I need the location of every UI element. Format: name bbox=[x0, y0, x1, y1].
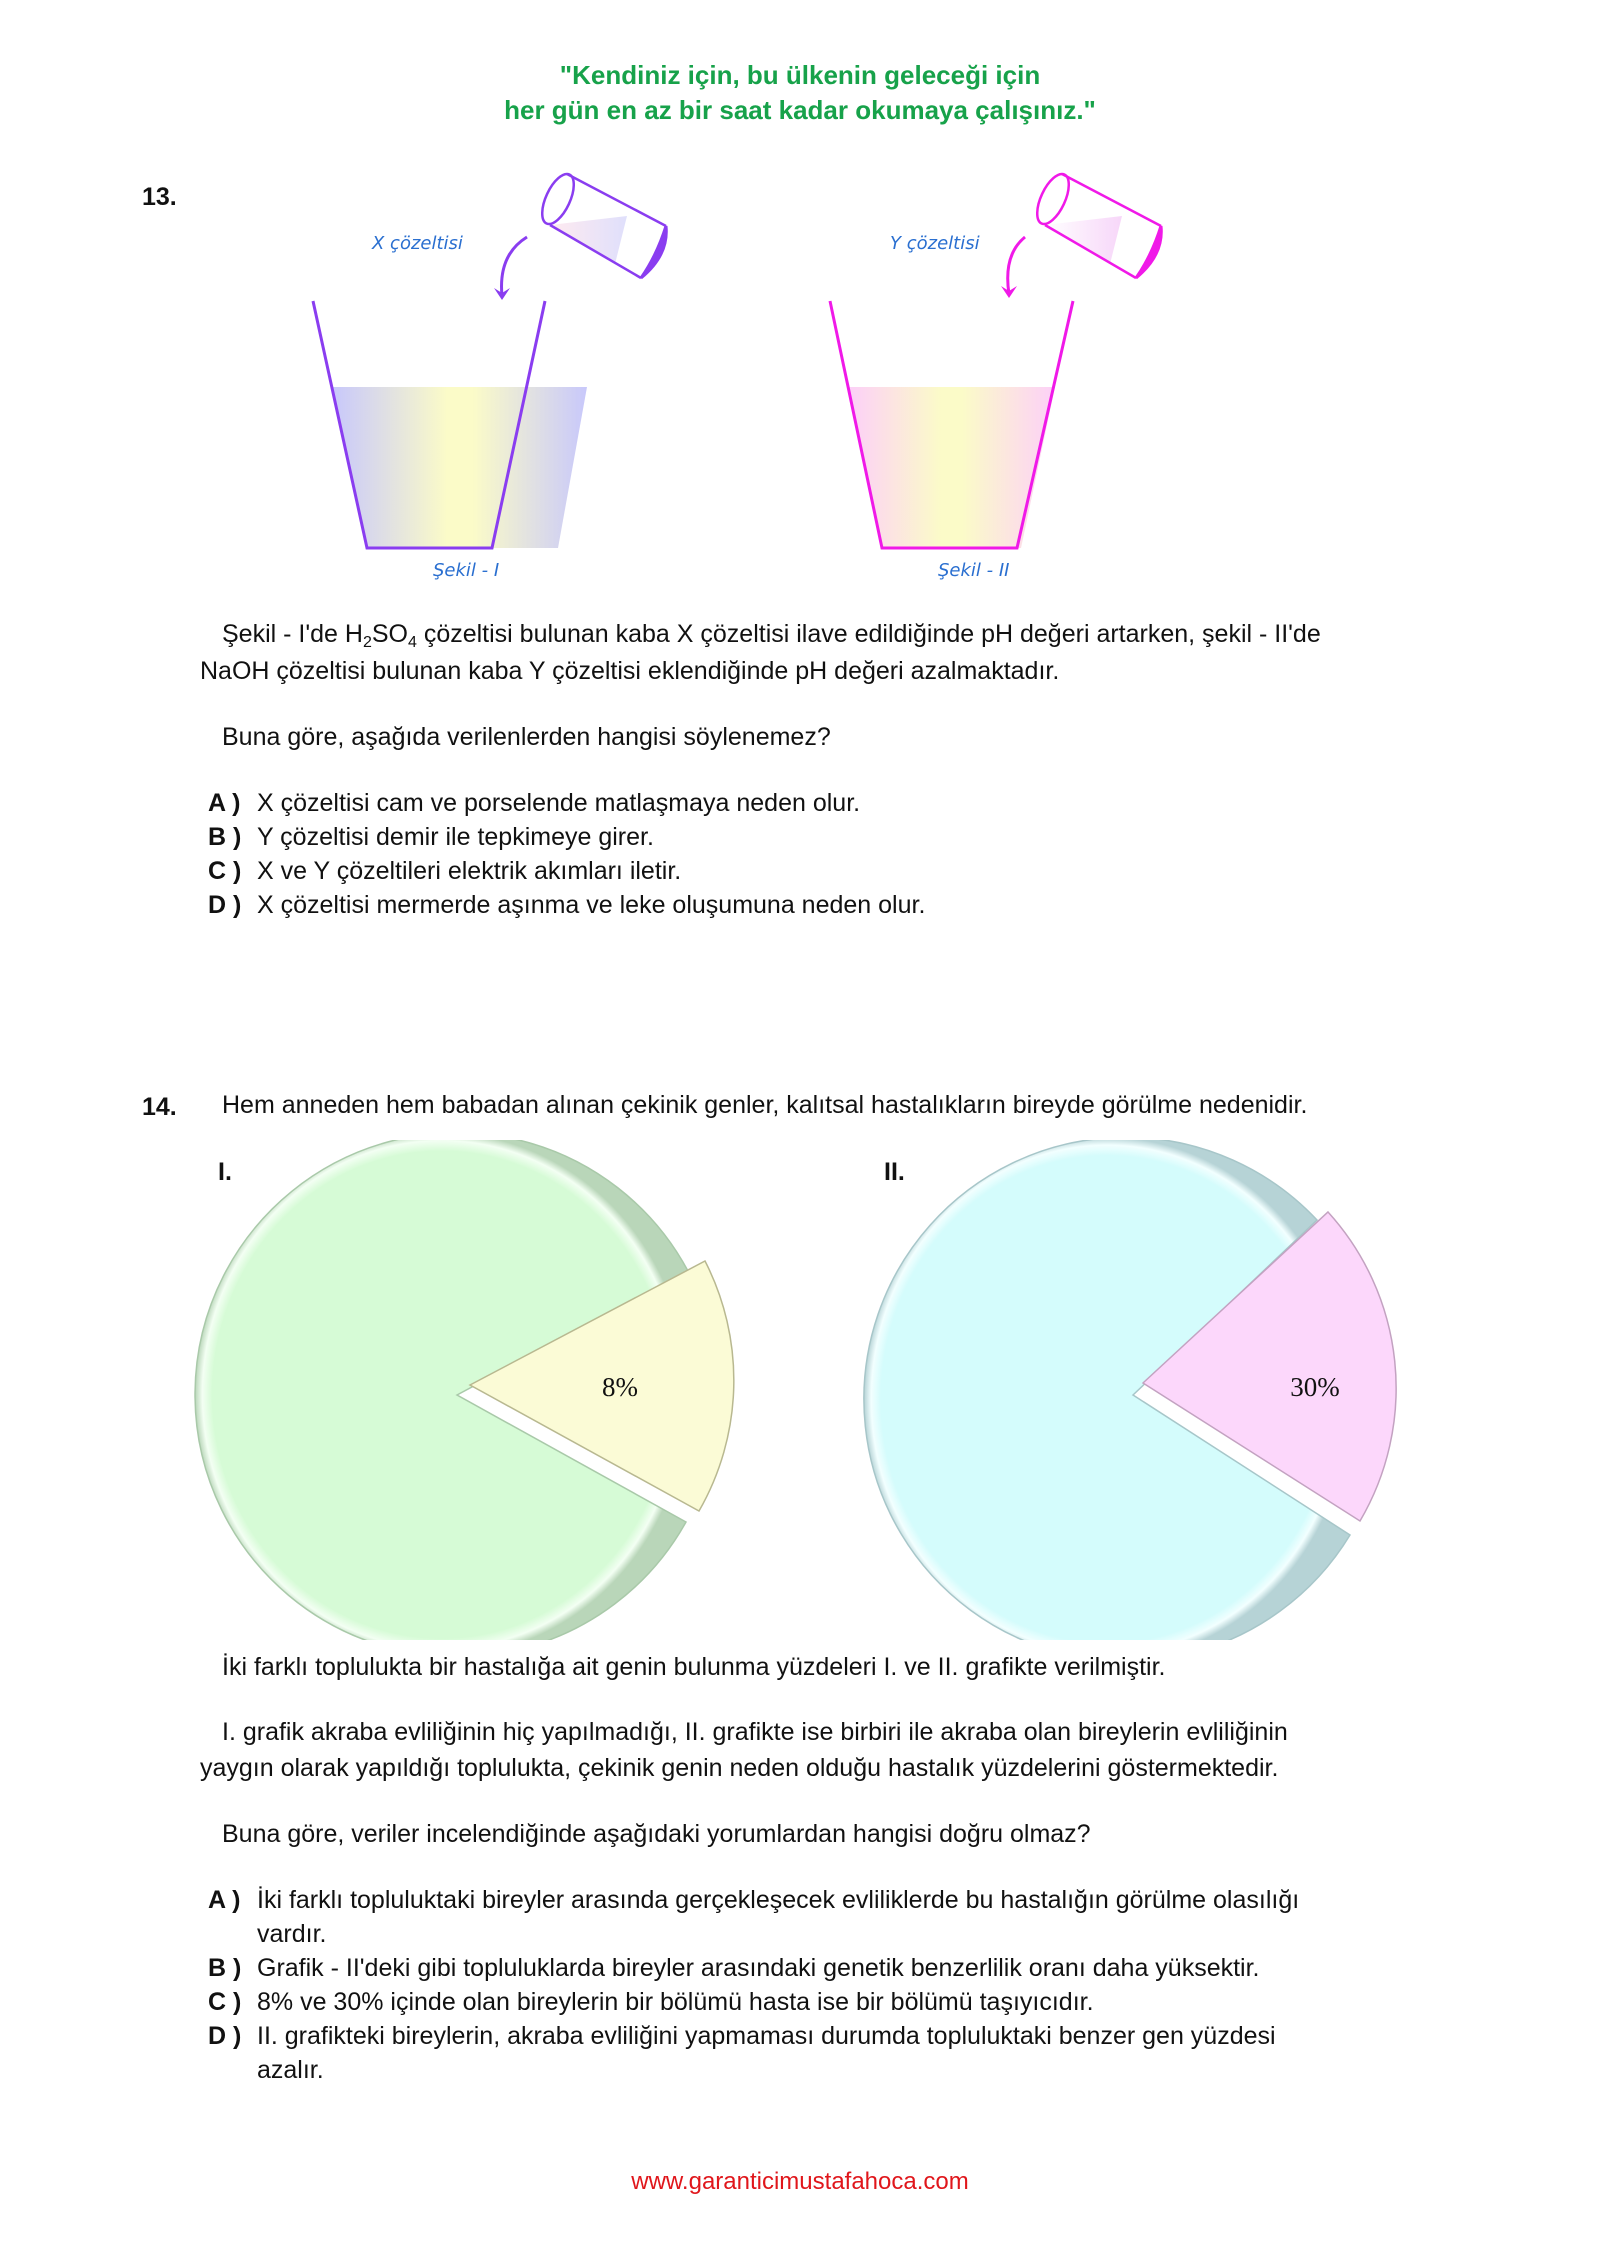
q13-question: Buna göre, aşağıda verilenlerden hangisi söylenemez? bbox=[222, 723, 831, 751]
question-13-number: 13. bbox=[142, 183, 177, 211]
q14-option-a[interactable]: A ) İki farklı topluluktaki bireyler arasında gerçekleşecek evliliklerde bu hastalığın görülme olasılığı vardır. bbox=[208, 1886, 1300, 1948]
pouring-cup-2 bbox=[1031, 169, 1162, 278]
q14-option-b[interactable]: B ) Grafik - II'deki gibi topluluklarda bireyler arasındaki genetik benzerlilik oranı daha yüksektir. bbox=[208, 1954, 1260, 1982]
q14-pie-charts bbox=[0, 1140, 1600, 1640]
figure-1-caption: Şekil - I bbox=[433, 560, 500, 581]
y-solution-label: Y çözeltisi bbox=[890, 233, 980, 254]
q14-paragraph-2-line-2: yaygın olarak yapıldığı toplulukta, çekinik genin neden olduğu hastalık yüzdelerini göstermektedir. bbox=[200, 1754, 1279, 1782]
motto-line-2: her gün en az bir saat kadar okumaya çalışınız." bbox=[504, 95, 1096, 125]
q13-figures bbox=[0, 160, 1600, 600]
q13-option-d[interactable]: D ) X çözeltisi mermerde aşınma ve leke oluşumuna neden olur. bbox=[208, 891, 926, 919]
beaker-figure-2 bbox=[830, 301, 1073, 548]
pour-arrow-2-icon bbox=[1008, 237, 1025, 294]
q13-option-b[interactable]: B ) Y çözeltisi demir ile tepkimeye girer. bbox=[208, 823, 654, 851]
q14-option-c[interactable]: C ) 8% ve 30% içinde olan bireylerin bir bölümü hasta ise bir bölümü taşıyıcıdır. bbox=[208, 1988, 1094, 2016]
q14-paragraph-1: İki farklı toplulukta bir hastalığa ait genin bulunma yüzdeleri I. ve II. grafikte verilmiştir. bbox=[222, 1653, 1166, 1681]
q14-options bbox=[208, 1883, 1299, 2087]
question-14-number: 14. bbox=[142, 1093, 177, 1121]
pie-2-value-label: 30% bbox=[1290, 1372, 1340, 1402]
pour-arrow-1-icon bbox=[502, 237, 527, 296]
chart-2-label: II. bbox=[884, 1158, 905, 1186]
q14-question: Buna göre, veriler incelendiğinde aşağıdaki yorumlardan hangisi doğru olmaz? bbox=[222, 1820, 1091, 1848]
pie-1-value-label: 8% bbox=[602, 1372, 638, 1402]
q14-intro: Hem anneden hem babadan alınan çekinik genler, kalıtsal hastalıkların bireyde görülme nedenidir. bbox=[222, 1091, 1308, 1119]
q14-option-d[interactable]: D ) II. grafikteki bireylerin, akraba evliliğini yapmaması durumda topluluktaki benzer gen yüzdesi azalır. bbox=[208, 2022, 1276, 2084]
figure-2-caption: Şekil - II bbox=[938, 560, 1010, 581]
pie-chart-2 bbox=[864, 1140, 1396, 1640]
q14-paragraph-2-line-1: I. grafik akraba evliliğinin hiç yapılmadığı, II. grafikte ise birbiri ile akraba olan bireylerin evliliğinin bbox=[222, 1718, 1288, 1746]
beaker-figure-1 bbox=[313, 301, 587, 548]
chart-1-label: I. bbox=[218, 1158, 232, 1186]
motto-header bbox=[0, 58, 1600, 128]
pouring-cup-1 bbox=[536, 169, 667, 278]
pie-chart-1 bbox=[195, 1140, 734, 1640]
footer-website-link[interactable]: www.garanticimustafahoca.com bbox=[631, 2168, 969, 2195]
q13-option-a[interactable]: A ) X çözeltisi cam ve porselende matlaşmaya neden olur. bbox=[208, 789, 861, 817]
q13-option-c[interactable]: C ) X ve Y çözeltileri elektrik akımları iletir. bbox=[208, 857, 682, 885]
x-solution-label: X çözeltisi bbox=[372, 233, 463, 254]
q13-options bbox=[208, 786, 925, 922]
motto-line-1: "Kendiniz için, bu ülkenin geleceği için bbox=[559, 60, 1041, 90]
q13-stem-line-2: NaOH çözeltisi bulunan kaba Y çözeltisi eklendiğinde pH değeri azalmaktadır. bbox=[200, 657, 1060, 685]
q13-stem-line-1: Şekil - I'de $H_2SO_4$ çözeltisi bulunan kaba X çözeltisi ilave edildiğinde pH değeri artarken, şekil - II'de bbox=[222, 620, 1321, 651]
